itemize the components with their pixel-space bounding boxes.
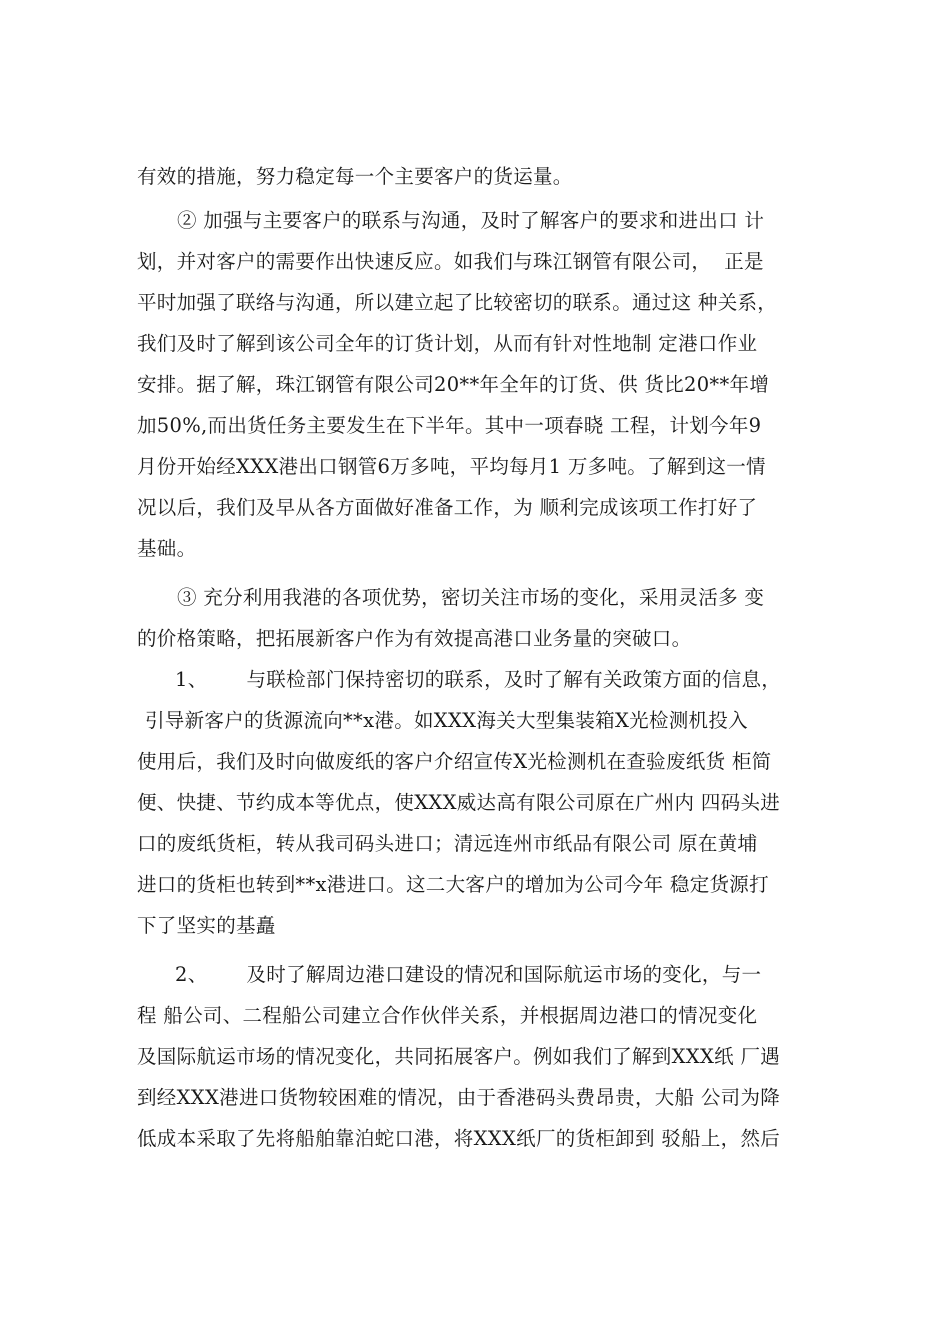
text-line: 我们及时了解到该公司全年的订货计划，从而有针对性地制 定港口作业 (137, 332, 758, 355)
text-line: 及国际航运市场的情况变化，共同拓展客户。例如我们了解到XXX纸 厂遇 (137, 1045, 781, 1068)
text-line: 平时加强了联络与沟通，所以建立起了比较密切的联系。通过这 种关系， (137, 291, 778, 314)
text-line: ③ 充分利用我港的各项优势，密切关注市场的变化，采用灵活多 变 (177, 586, 765, 609)
text-line: 划，并对客户的需要作出快速反应。如我们与珠江钢管有限公司， 正是 (137, 250, 764, 273)
text-line: 下了坚实的基矗 (137, 914, 276, 937)
text-line: 加50%,而出货任务主要发生在下半年。其中一项春晓 工程，计划今年9 (137, 414, 762, 437)
text-line: 有效的措施，努力稳定每一个主要客户的货运量。 (137, 165, 573, 188)
text-line: 口的废纸货柜，转从我司码头进口；清远连州市纸品有限公司 原在黄埔 (137, 832, 758, 855)
text-line: 程 船公司、二程船公司建立合作伙伴关系，并根据周边港口的情况变化 (137, 1004, 758, 1027)
text-line: 便、快捷、节约成本等优点，使XXX威达高有限公司原在广州内 四码头进 (137, 791, 781, 814)
text-line: 基础。 (137, 537, 197, 560)
text-line: ② 加强与主要客户的联系与沟通，及时了解客户的要求和进出口 计 (177, 209, 765, 232)
text-line: 引导新客户的货源流向**x港。如XXX海关大型集装箱X光检测机投入 (145, 709, 748, 732)
text-line: 月份开始经XXX港出口钢管6万多吨，平均每月1 万多吨。了解到这一情 (137, 455, 766, 478)
text-line: 的价格策略，把拓展新客户作为有效提高港口业务量的突破口。 (137, 627, 692, 650)
text-line: 到经XXX港进口货物较困难的情况，由于香港码头费昂贵，大船 公司为降 (137, 1086, 781, 1109)
text-line: 进口的货柜也转到**x港进口。这二大客户的增加为公司今年 稳定货源打 (137, 873, 769, 896)
text-line: 况以后，我们及早从各方面做好准备工作，为 顺利完成该项工作打好了 (137, 496, 758, 519)
text-line: 2、 及时了解周边港口建设的情况和国际航运市场的变化，与一 (175, 963, 762, 986)
text-line: 使用后，我们及时向做废纸的客户介绍宣传X光检测机在查验废纸货 柜简 (137, 750, 772, 773)
text-line: 安排。据了解，珠江钢管有限公司20**年全年的订货、供 货比20**年增 (137, 373, 770, 396)
text-line: 1、 与联检部门保持密切的联系，及时了解有关政策方面的信息， (175, 668, 782, 691)
text-line: 低成本采取了先将船舶靠泊蛇口港，将XXX纸厂的货柜卸到 驳船上，然后 (137, 1127, 781, 1150)
